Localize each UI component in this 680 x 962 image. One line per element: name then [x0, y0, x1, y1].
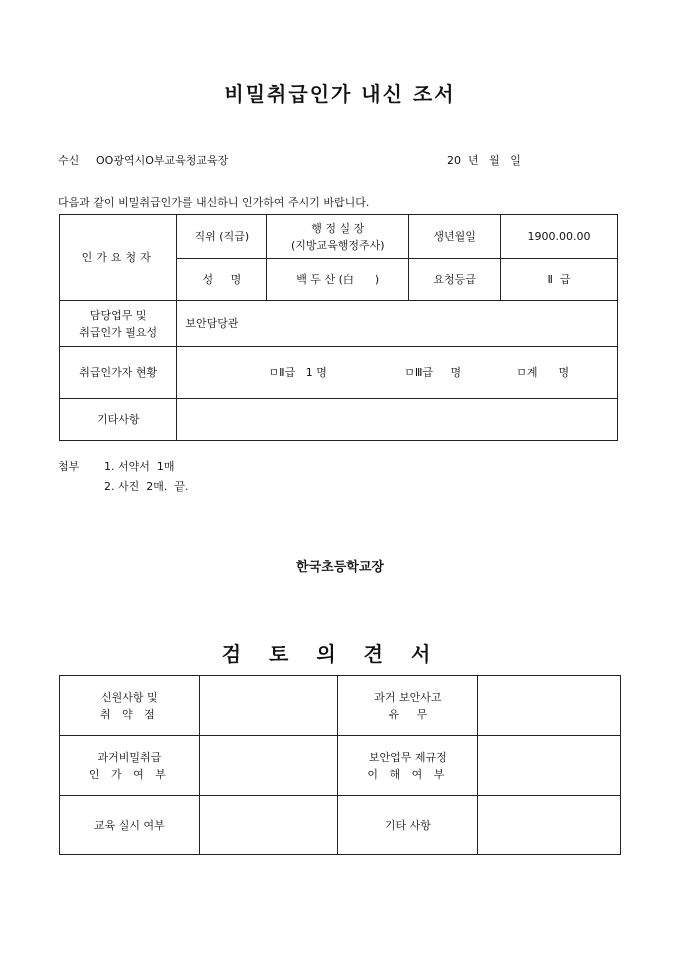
application-table	[59, 214, 618, 441]
attachment-item-2: 2. 사진 2매. 끝.	[104, 480, 189, 493]
duty-value: 보안담당관	[177, 301, 618, 347]
past-clearance-label	[60, 736, 200, 796]
past-clearance-line2: 인 가 여 부	[88, 767, 170, 781]
education-value	[199, 796, 338, 855]
grade-value: Ⅱ 급	[501, 259, 618, 301]
attachment-item-1: 1. 서약서 1매	[104, 460, 175, 473]
school-name: 한국초등학교장	[296, 560, 384, 575]
position-label: 직위 (직급)	[177, 215, 267, 259]
security-accident-line2: 유 무	[388, 707, 428, 721]
date-line: 20 년 월 일	[447, 154, 521, 167]
review-title: 검토의견서	[221, 642, 459, 666]
rules-line1: 보안업무 제규정	[368, 750, 447, 764]
duty-label-line2: 취급인가 필요성	[79, 325, 158, 339]
other-label: 기타사항	[60, 399, 177, 441]
background-value	[199, 676, 338, 736]
review-other-value	[478, 796, 621, 855]
education-label: 교육 실시 여부	[60, 796, 200, 855]
status-total: ㅁ계 명	[516, 366, 570, 379]
security-accident-value	[478, 676, 621, 736]
grade-label: 요청등급	[409, 259, 501, 301]
status-grade3: ㅁⅢ급 명	[404, 366, 462, 379]
review-table	[59, 675, 621, 855]
birth-value: 1900.00.00	[501, 215, 618, 259]
position-value-line1: 행 정 실 장	[311, 221, 365, 235]
name-label: 성 명	[177, 259, 267, 301]
other-value	[177, 399, 618, 441]
duty-label	[60, 301, 177, 347]
background-label	[60, 676, 200, 736]
rules-label	[338, 736, 478, 796]
applicant-label: 인가요청자	[60, 215, 177, 301]
security-accident-line1: 과거 보안사고	[374, 690, 442, 704]
duty-label-line1: 담당업무 및	[89, 308, 147, 322]
status-value	[177, 347, 618, 399]
background-label-line2: 취 약 점	[99, 707, 159, 721]
recipient-label: 수신	[58, 154, 80, 167]
birth-label: 생년월일	[409, 215, 501, 259]
security-accident-label	[338, 676, 478, 736]
document-title: 비밀취급인가 내신 조서	[224, 82, 456, 106]
past-clearance-value	[199, 736, 338, 796]
name-value: 백 두 산 (白 )	[267, 259, 409, 301]
status-grade2: ㅁⅡ급 1 명	[268, 366, 327, 379]
intro-text: 다음과 같이 비밀취급인가를 내신하니 인가하여 주시기 바랍니다.	[58, 196, 370, 209]
rules-value	[478, 736, 621, 796]
position-value-line2: (지방교육행정주사)	[290, 238, 385, 252]
status-label: 취급인가자 현황	[60, 347, 177, 399]
review-other-label: 기타 사항	[338, 796, 478, 855]
rules-line2: 이 해 여 부	[367, 767, 449, 781]
past-clearance-line1: 과거비밀취급	[97, 750, 162, 764]
attachments-label: 첨부	[58, 460, 80, 473]
position-value	[267, 215, 409, 259]
recipient-value: OO광역시O부교육청교육장	[96, 154, 229, 167]
background-label-line1: 신원사항 및	[101, 690, 158, 704]
